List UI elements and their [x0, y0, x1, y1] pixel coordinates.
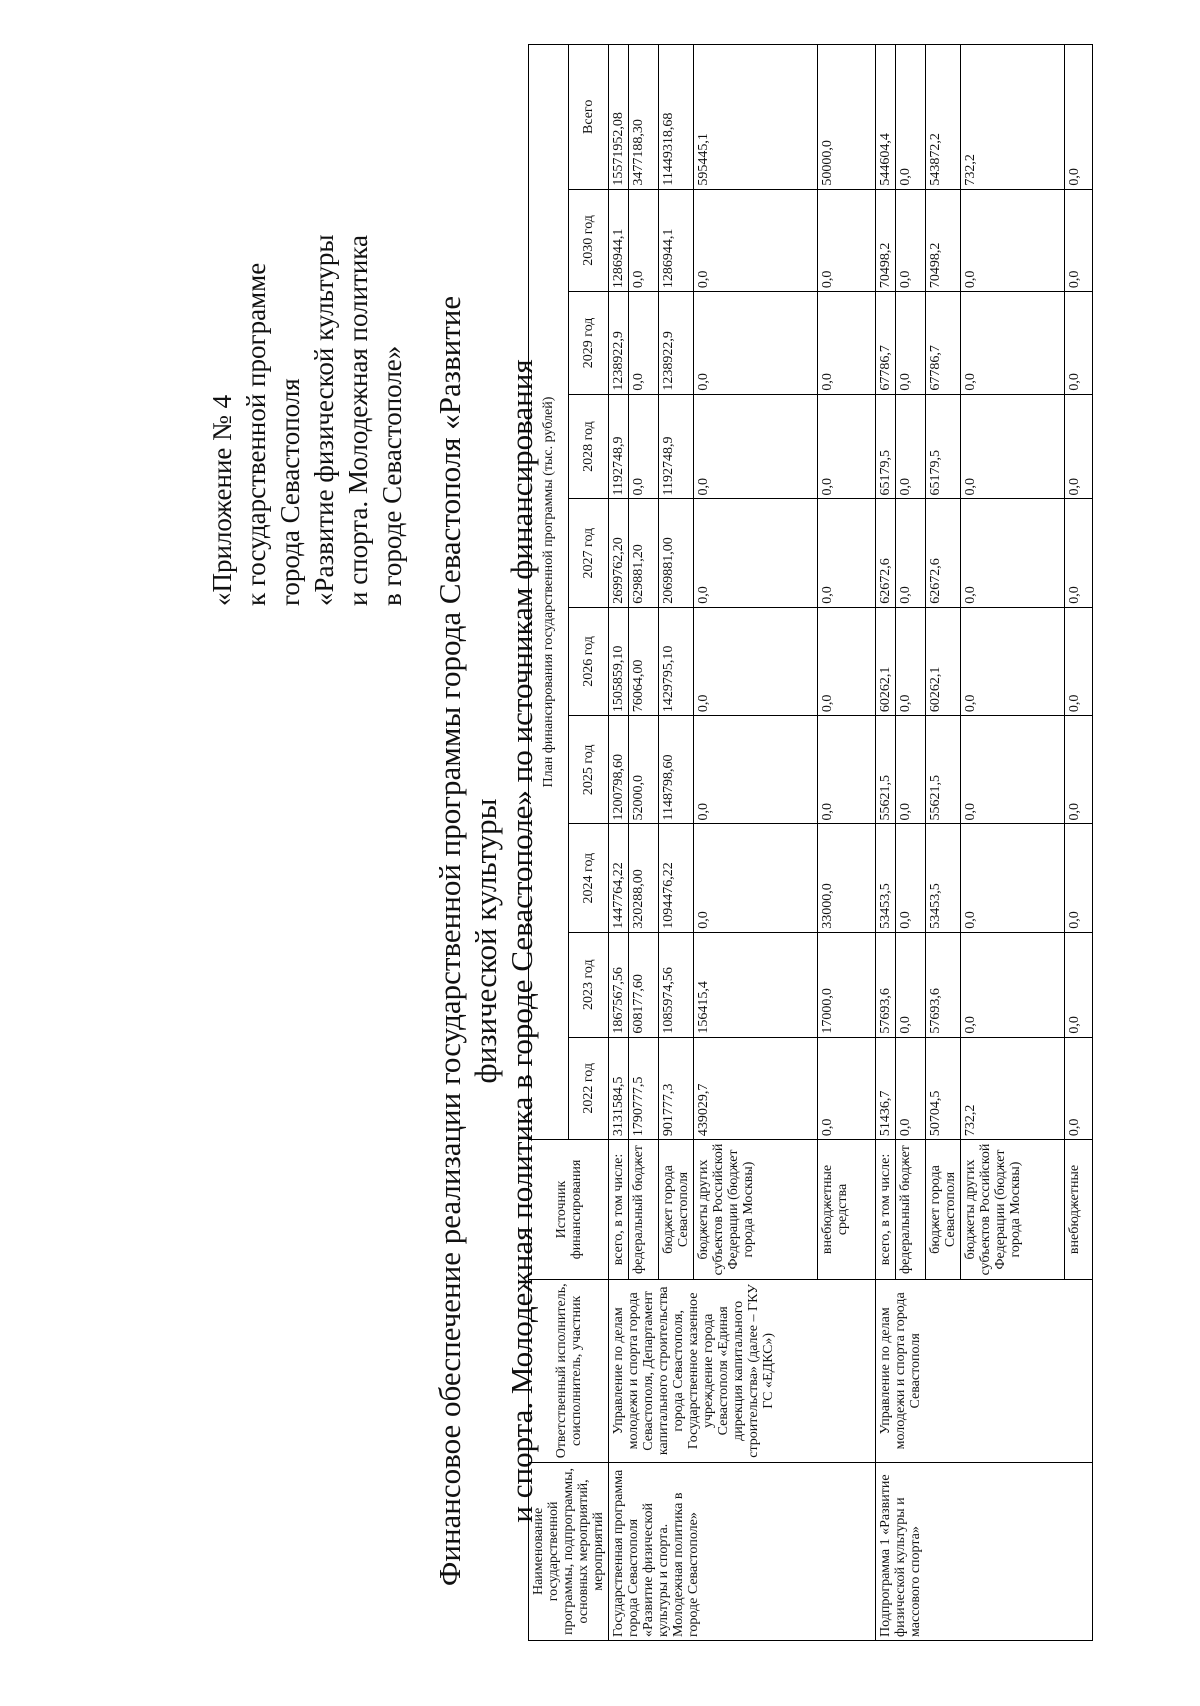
value-cell: 70498,2	[926, 189, 961, 292]
header-year: 2022 год	[569, 1037, 609, 1140]
program-name-cell: Подпрограмма 1 «Развитие физической культуры и массового спорта»	[876, 1462, 1093, 1640]
value-cell: 60262,1	[876, 607, 896, 715]
value-cell: 901777,3	[659, 1037, 694, 1140]
value-cell: 67786,7	[926, 292, 961, 395]
value-cell: 50704,5	[926, 1037, 961, 1140]
value-cell: 1286944,1	[609, 189, 629, 292]
value-cell: 0,0	[818, 607, 876, 715]
value-cell: 2069881,00	[659, 499, 694, 607]
value-cell: 0,0	[694, 607, 818, 715]
source-cell: бюджеты других субъектов Российской Федерации (бюджет города Москвы)	[961, 1140, 1065, 1280]
total-cell: 11449318,68	[659, 45, 694, 190]
appendix-header	[205, 136, 409, 606]
value-cell: 320288,00	[629, 824, 659, 932]
title-line: Финансовое обеспечение реализации государственной программы города Севастополя «Развитие физической культуры	[432, 295, 503, 1587]
appendix-line: в городе Севастополе»	[377, 345, 407, 606]
source-cell: федеральный бюджет	[629, 1140, 659, 1280]
source-cell: внебюджетные	[1065, 1140, 1093, 1280]
table-header-row	[529, 45, 569, 1641]
value-cell: 0,0	[694, 499, 818, 607]
value-cell: 0,0	[1065, 716, 1093, 824]
value-cell: 53453,5	[876, 824, 896, 932]
source-cell: бюджет города Севастополя	[926, 1140, 961, 1280]
value-cell: 0,0	[818, 1037, 876, 1140]
value-cell: 3131584,5	[609, 1037, 629, 1140]
value-cell: 1447764,22	[609, 824, 629, 932]
value-cell: 0,0	[818, 499, 876, 607]
appendix-line: города Севастополя	[275, 378, 305, 606]
value-cell: 0,0	[896, 189, 926, 292]
financing-table	[528, 44, 1093, 1641]
value-cell: 0,0	[961, 189, 1065, 292]
source-cell: бюджеты других субъектов Российской Федерации (бюджет города Москвы)	[694, 1140, 818, 1280]
value-cell: 0,0	[896, 394, 926, 499]
value-cell: 65179,5	[926, 394, 961, 499]
header-year: 2030 год	[569, 189, 609, 292]
value-cell: 1200798,60	[609, 716, 629, 824]
value-cell: 629881,20	[629, 499, 659, 607]
value-cell: 57693,6	[876, 932, 896, 1037]
value-cell: 67786,7	[876, 292, 896, 395]
total-cell: 0,0	[896, 45, 926, 190]
value-cell: 1505859,10	[609, 607, 629, 715]
value-cell: 0,0	[818, 189, 876, 292]
value-cell: 0,0	[961, 932, 1065, 1037]
header-source: Источник финансирования	[529, 1140, 609, 1280]
value-cell: 1238922,9	[659, 292, 694, 395]
value-cell: 1094476,22	[659, 824, 694, 932]
total-cell: 595445,1	[694, 45, 818, 190]
header-year: 2028 год	[569, 394, 609, 499]
value-cell: 2699762,20	[609, 499, 629, 607]
value-cell: 0,0	[818, 292, 876, 395]
header-year: 2023 год	[569, 932, 609, 1037]
header-year: 2027 год	[569, 499, 609, 607]
value-cell: 60262,1	[926, 607, 961, 715]
header-plan: План финансирования государственной программы (тыс. рублей)	[529, 45, 569, 1140]
value-cell: 0,0	[896, 824, 926, 932]
value-cell: 55621,5	[926, 716, 961, 824]
header-year: 2024 год	[569, 824, 609, 932]
value-cell: 0,0	[896, 292, 926, 395]
value-cell: 0,0	[694, 292, 818, 395]
value-cell: 0,0	[961, 292, 1065, 395]
value-cell: 1238922,9	[609, 292, 629, 395]
value-cell: 1085974,56	[659, 932, 694, 1037]
value-cell: 65179,5	[876, 394, 896, 499]
value-cell: 0,0	[961, 394, 1065, 499]
value-cell: 0,0	[694, 716, 818, 824]
value-cell: 33000,0	[818, 824, 876, 932]
total-cell: 543872,2	[926, 45, 961, 190]
value-cell: 0,0	[961, 607, 1065, 715]
value-cell: 53453,5	[926, 824, 961, 932]
value-cell: 0,0	[896, 932, 926, 1037]
total-cell: 732,2	[961, 45, 1065, 190]
total-cell: 3477188,30	[629, 45, 659, 190]
value-cell: 0,0	[961, 824, 1065, 932]
value-cell: 0,0	[694, 189, 818, 292]
appendix-line: и спорта. Молодежная политика	[343, 235, 373, 606]
value-cell: 62672,6	[926, 499, 961, 607]
value-cell: 0,0	[1065, 824, 1093, 932]
value-cell: 0,0	[1065, 394, 1093, 499]
total-cell: 0,0	[1065, 45, 1093, 190]
value-cell: 0,0	[629, 292, 659, 395]
header-year: 2025 год	[569, 716, 609, 824]
table-body	[609, 45, 1093, 1641]
value-cell: 17000,0	[818, 932, 876, 1037]
appendix-line: «Приложение № 4	[207, 394, 237, 606]
value-cell: 55621,5	[876, 716, 896, 824]
value-cell: 0,0	[896, 499, 926, 607]
document-title	[432, 251, 540, 1631]
title-line: и спорта. Молодежная политика в городе Севастополе» по источникам финансирования	[504, 359, 539, 1523]
header-responsible: Ответственный исполнитель, соисполнитель, участник	[529, 1279, 609, 1462]
header-total: Всего	[569, 45, 609, 190]
value-cell: 0,0	[896, 1037, 926, 1140]
value-cell: 0,0	[896, 607, 926, 715]
value-cell: 0,0	[961, 716, 1065, 824]
value-cell: 1286944,1	[659, 189, 694, 292]
value-cell: 62672,6	[876, 499, 896, 607]
value-cell: 76064,00	[629, 607, 659, 715]
source-cell: внебюджетные средства	[818, 1140, 876, 1280]
appendix-line: к государственной программе	[241, 262, 271, 606]
source-cell: бюджет города Севастополя	[659, 1140, 694, 1280]
appendix-line: «Развитие физической культуры	[309, 234, 339, 606]
source-cell: федеральный бюджет	[896, 1140, 926, 1280]
value-cell: 0,0	[1065, 932, 1093, 1037]
header-year: 2026 год	[569, 607, 609, 715]
value-cell: 0,0	[1065, 499, 1093, 607]
value-cell: 1148798,60	[659, 716, 694, 824]
value-cell: 1867567,56	[609, 932, 629, 1037]
value-cell: 70498,2	[876, 189, 896, 292]
value-cell: 0,0	[1065, 1037, 1093, 1140]
value-cell: 57693,6	[926, 932, 961, 1037]
value-cell: 1790777,5	[629, 1037, 659, 1140]
value-cell: 0,0	[961, 499, 1065, 607]
value-cell: 0,0	[1065, 189, 1093, 292]
value-cell: 1192748,9	[659, 394, 694, 499]
value-cell: 1192748,9	[609, 394, 629, 499]
value-cell: 0,0	[818, 394, 876, 499]
value-cell: 1429795,10	[659, 607, 694, 715]
table-row	[876, 45, 896, 1641]
value-cell: 0,0	[818, 716, 876, 824]
value-cell: 156415,4	[694, 932, 818, 1037]
total-cell: 15571952,08	[609, 45, 629, 190]
responsible-cell: Управление по делам молодежи и спорта города Севастополя, Департамент капитального строительства города Севастополя, Государственное казенное учреждение города Севастополя «Единая дирекция капитального строительства» (далее – ГКУ ГС «ЕДКС»)	[609, 1279, 876, 1462]
value-cell: 732,2	[961, 1037, 1065, 1140]
value-cell: 0,0	[629, 189, 659, 292]
value-cell: 0,0	[629, 394, 659, 499]
header-name: Наименование государственной программы, подпрограммы, основных мероприятий, мероприятий	[529, 1462, 609, 1640]
program-name-cell: Государственная программа города Севастополя «Развитие физической культуры и спорта. Молодежная политика в городе Севастополе»	[609, 1462, 876, 1640]
total-cell: 50000,0	[818, 45, 876, 190]
table-row	[609, 45, 629, 1641]
value-cell: 0,0	[896, 716, 926, 824]
source-cell: всего, в том числе:	[609, 1140, 629, 1280]
value-cell: 0,0	[694, 824, 818, 932]
header-year: 2029 год	[569, 292, 609, 395]
value-cell: 0,0	[1065, 607, 1093, 715]
responsible-cell: Управление по делам молодежи и спорта города Севастополя	[876, 1279, 1093, 1462]
value-cell: 52000,0	[629, 716, 659, 824]
source-cell: всего, в том числе:	[876, 1140, 896, 1280]
total-cell: 544604,4	[876, 45, 896, 190]
value-cell: 0,0	[1065, 292, 1093, 395]
value-cell: 439029,7	[694, 1037, 818, 1140]
value-cell: 0,0	[694, 394, 818, 499]
value-cell: 51436,7	[876, 1037, 896, 1140]
value-cell: 608177,60	[629, 932, 659, 1037]
